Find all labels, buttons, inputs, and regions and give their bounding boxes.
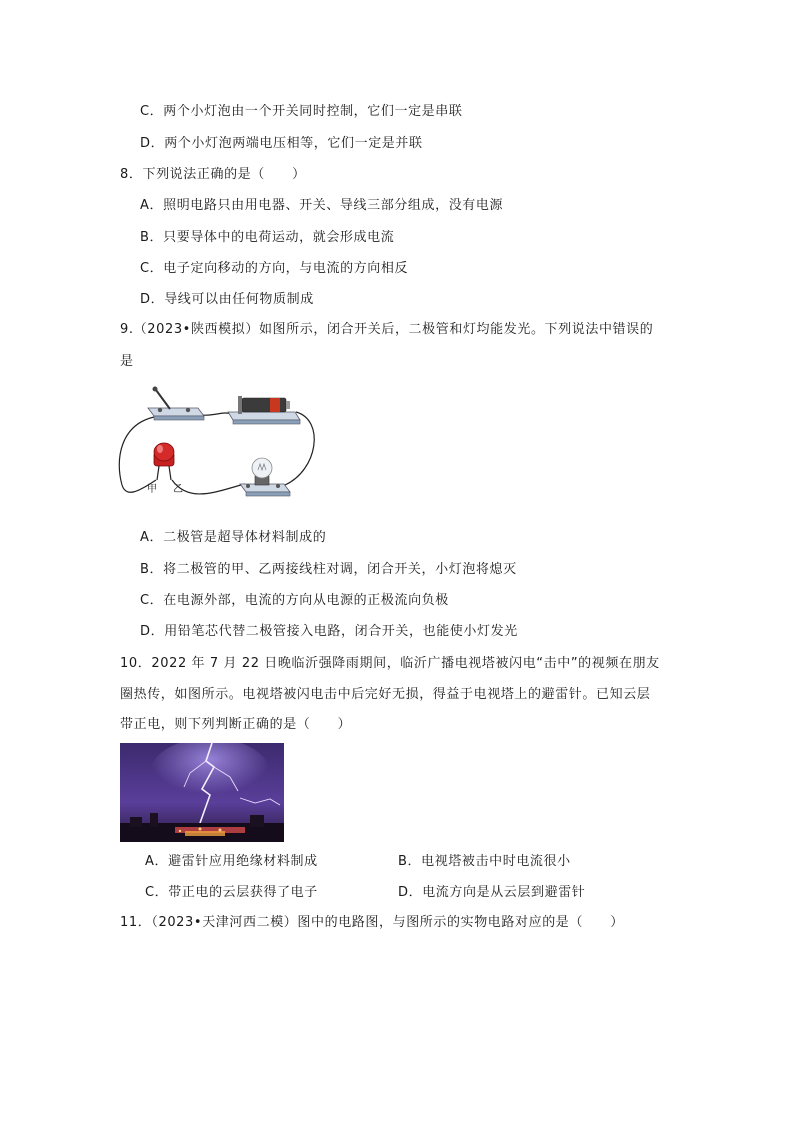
q10-option-b: B．电视塔被击中时电流很小: [398, 854, 571, 869]
lightning-photo: [120, 743, 284, 842]
led-diode: [154, 443, 174, 480]
q9-option-d: D．用铅笔芯代替二极管接入电路，闭合开关，也能使小灯发光: [140, 624, 518, 639]
label-yi: 乙: [173, 484, 183, 495]
q9-option-c: C．在电源外部，电流的方向从电源的正极流向负极: [140, 593, 449, 608]
q8-option-a: A．照明电路只由用电器、开关、导线三部分组成，没有电源: [140, 198, 504, 213]
q10-option-a: A．避雷针应用绝缘材料制成: [145, 854, 318, 869]
q7-option-d: D．两个小灯泡两端电压相等，它们一定是并联: [140, 136, 423, 151]
q10-option-d: D．电流方向是从云层到避雷针: [398, 885, 586, 900]
q10-stem-line2: 圈热传，如图所示。电视塔被闪电击中后完好无损，得益于电视塔上的避雷针。已知云层: [120, 687, 651, 702]
q9-circuit-figure: [110, 380, 340, 505]
q10-stem-line3: 带正电，则下列判断正确的是（ ）: [120, 717, 352, 732]
q9-option-a: A．二极管是超导体材料制成的: [140, 530, 327, 545]
q8-option-d: D．导线可以由任何物质制成: [140, 292, 314, 307]
q10-option-c: C．带正电的云层获得了电子: [145, 885, 318, 900]
switch: [148, 387, 204, 421]
q10-stem-line1: 10．2022 年 7 月 22 日晚临沂强降雨期间，临沂广播电视塔被闪电“击中”的视频在朋友: [120, 656, 660, 671]
battery: [228, 396, 300, 424]
q8-option-c: C．电子定向移动的方向，与电流的方向相反: [140, 261, 409, 276]
q9-stem-line2: 是: [120, 354, 134, 369]
q11-stem: 11．（2023•天津河西二模）图中的电路图，与图所示的实物电路对应的是（ ）: [120, 915, 624, 930]
q7-option-c: C．两个小灯泡由一个开关同时控制，它们一定是串联: [140, 104, 463, 119]
q8-stem: 8．下列说法正确的是（ ）: [120, 167, 306, 182]
q8-option-b: B．只要导体中的电荷运动，就会形成电流: [140, 230, 395, 245]
q9-stem-line1: 9.（2023•陕西模拟）如图所示，闭合开关后，二极管和灯均能发光。下列说法中错误的: [120, 322, 654, 337]
label-jia: 甲: [147, 484, 157, 495]
q9-option-b: B．将二极管的甲、乙两接线柱对调，闭合开关，小灯泡将熄灭: [140, 562, 517, 577]
light-bulb: [240, 458, 290, 496]
